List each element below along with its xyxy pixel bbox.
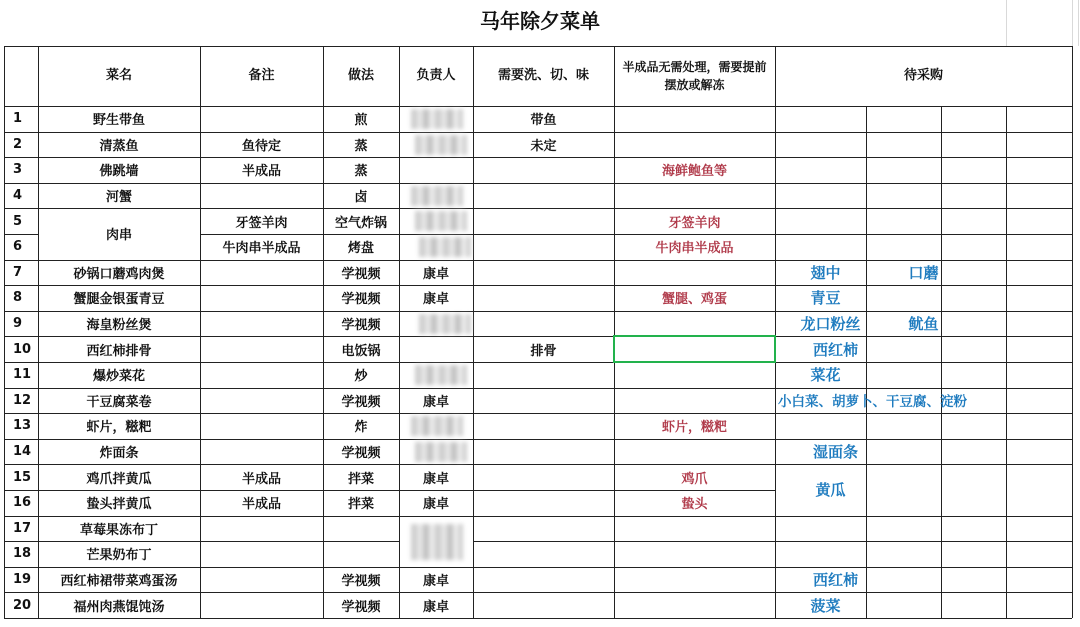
purchase-item[interactable]: 口蘑 bbox=[908, 263, 939, 282]
row-divider bbox=[473, 541, 1072, 542]
table-right-border bbox=[1072, 46, 1073, 618]
method-cell[interactable]: 电饭锅 bbox=[341, 343, 381, 359]
owner-cell[interactable]: 康卓 bbox=[422, 574, 449, 590]
dish-name[interactable]: 福州肉燕馄饨汤 bbox=[73, 599, 165, 615]
redacted-owner bbox=[415, 442, 467, 462]
column-divider bbox=[399, 46, 400, 618]
semi-finished-cell[interactable]: 虾片，糍粑 bbox=[661, 420, 727, 436]
prep-cell[interactable]: 带鱼 bbox=[530, 113, 557, 129]
method-cell[interactable]: 学视频 bbox=[341, 394, 381, 410]
row-number[interactable]: 6 bbox=[13, 239, 23, 255]
purchase-item[interactable]: 鱿鱼 bbox=[908, 315, 939, 334]
semi-finished-cell[interactable]: 蟹腿、鸡蛋 bbox=[661, 292, 727, 308]
owner-cell[interactable]: 康卓 bbox=[422, 471, 449, 487]
method-cell[interactable]: 学视频 bbox=[341, 574, 381, 590]
redacted-owner bbox=[415, 135, 467, 155]
header-owner[interactable]: 负责人 bbox=[416, 68, 456, 83]
row-number[interactable]: 8 bbox=[13, 290, 23, 306]
sheet-title: 马年除夕菜单 bbox=[480, 9, 600, 33]
redacted-owner bbox=[419, 237, 471, 257]
dish-name[interactable]: 爆炒菜花 bbox=[92, 369, 145, 385]
row-number[interactable]: 5 bbox=[13, 213, 23, 229]
note-cell[interactable]: 牙签羊肉 bbox=[235, 215, 288, 231]
sheet-gridline bbox=[1006, 0, 1007, 46]
dish-name-merged[interactable]: 肉串 bbox=[105, 228, 132, 244]
purchase-subcolumn-divider bbox=[941, 106, 942, 618]
purchase-merged[interactable]: 黄瓜 bbox=[815, 481, 846, 500]
purchase-item[interactable]: 西红柿 bbox=[812, 571, 858, 590]
method-cell[interactable]: 学视频 bbox=[341, 266, 381, 282]
method-cell[interactable]: 蒸 bbox=[354, 164, 368, 180]
redacted-owner bbox=[411, 186, 463, 206]
row-number[interactable]: 7 bbox=[13, 264, 23, 280]
row-number[interactable]: 13 bbox=[13, 418, 32, 434]
row-number[interactable]: 2 bbox=[13, 136, 23, 152]
method-cell[interactable]: 空气炸锅 bbox=[334, 215, 387, 231]
owner-cell[interactable]: 康卓 bbox=[422, 497, 449, 513]
owner-cell[interactable]: 康卓 bbox=[422, 292, 449, 308]
dish-name[interactable]: 芒果奶布丁 bbox=[86, 548, 152, 564]
note-cell[interactable]: 鱼待定 bbox=[241, 138, 281, 154]
row-number[interactable]: 17 bbox=[13, 520, 32, 536]
method-cell[interactable]: 烤盘 bbox=[347, 241, 374, 257]
semi-finished-cell[interactable]: 牛肉串半成品 bbox=[655, 241, 734, 257]
prep-cell[interactable]: 未定 bbox=[530, 138, 557, 154]
method-cell[interactable]: 炸 bbox=[354, 420, 368, 436]
header-note[interactable]: 备注 bbox=[248, 68, 275, 83]
dish-name[interactable]: 炸面条 bbox=[99, 446, 139, 462]
note-cell[interactable]: 半成品 bbox=[241, 471, 281, 487]
dish-name[interactable]: 海皇粉丝煲 bbox=[86, 318, 152, 334]
method-cell[interactable]: 蒸 bbox=[354, 138, 368, 154]
header-prep[interactable]: 需要洗、切、味 bbox=[497, 68, 589, 83]
row-number[interactable]: 4 bbox=[13, 188, 23, 204]
header-semi[interactable]: 半成品无需处理，需要提前摆放或解冻 bbox=[622, 60, 767, 92]
purchase-item[interactable]: 青豆 bbox=[810, 289, 841, 308]
selected-cell[interactable] bbox=[613, 335, 776, 363]
semi-finished-cell[interactable]: 鸡爪 bbox=[681, 471, 708, 487]
method-cell[interactable]: 学视频 bbox=[341, 292, 381, 308]
redacted-owner bbox=[411, 416, 463, 436]
note-cell[interactable]: 半成品 bbox=[241, 497, 281, 513]
dish-name[interactable]: 砂锅口蘑鸡肉煲 bbox=[73, 266, 165, 282]
row-number[interactable]: 12 bbox=[13, 392, 32, 408]
dish-name[interactable]: 蟹腿金银蛋青豆 bbox=[73, 292, 165, 308]
purchase-item[interactable]: 西红柿 bbox=[812, 340, 858, 359]
row-number[interactable]: 20 bbox=[13, 597, 32, 613]
dish-name[interactable]: 西红柿排骨 bbox=[86, 343, 152, 359]
method-cell[interactable]: 学视频 bbox=[341, 446, 381, 462]
dish-name[interactable]: 西红柿裙带菜鸡蛋汤 bbox=[60, 574, 178, 590]
purchase-item[interactable]: 湿面条 bbox=[812, 443, 858, 462]
semi-finished-cell[interactable]: 海鲜鲍鱼等 bbox=[661, 164, 727, 180]
redacted-owner bbox=[415, 365, 467, 385]
dish-name[interactable]: 草莓果冻布丁 bbox=[79, 522, 158, 538]
redacted-owner bbox=[411, 109, 463, 129]
method-cell[interactable]: 学视频 bbox=[341, 599, 381, 615]
method-cell[interactable]: 学视频 bbox=[341, 318, 381, 334]
owner-cell[interactable]: 康卓 bbox=[422, 266, 449, 282]
purchase-item[interactable]: 菠菜 bbox=[810, 596, 841, 615]
row-number[interactable]: 15 bbox=[13, 469, 32, 485]
row-number[interactable]: 9 bbox=[13, 316, 23, 332]
header-dish[interactable]: 菜名 bbox=[105, 68, 132, 83]
row-number[interactable]: 1 bbox=[13, 111, 23, 127]
method-cell[interactable]: 拌菜 bbox=[347, 497, 374, 513]
note-cell[interactable]: 半成品 bbox=[241, 164, 281, 180]
dish-name[interactable]: 佛跳墙 bbox=[99, 164, 139, 180]
purchase-item[interactable]: 翅中 bbox=[810, 263, 841, 282]
row-number[interactable]: 3 bbox=[13, 162, 23, 178]
row-number[interactable]: 16 bbox=[13, 495, 32, 511]
header-purchase[interactable]: 待采购 bbox=[903, 68, 943, 83]
dish-name[interactable]: 鸡爪拌黄瓜 bbox=[86, 471, 152, 487]
dish-name[interactable]: 干豆腐菜卷 bbox=[86, 394, 152, 410]
method-cell[interactable]: 炒 bbox=[354, 369, 368, 385]
semi-finished-cell[interactable]: 牙签羊肉 bbox=[668, 215, 721, 231]
dish-name[interactable]: 蛰头拌黄瓜 bbox=[86, 497, 152, 513]
header-method[interactable]: 做法 bbox=[347, 68, 374, 83]
dish-name[interactable]: 野生带鱼 bbox=[92, 113, 145, 129]
sheet-gridline bbox=[1072, 0, 1073, 46]
row-number[interactable]: 10 bbox=[13, 341, 32, 357]
owner-cell[interactable]: 康卓 bbox=[422, 599, 449, 615]
purchase-item[interactable]: 小白菜、胡萝卜、干豆腐、淀粉 bbox=[778, 394, 967, 411]
column-divider bbox=[614, 46, 615, 618]
semi-finished-cell[interactable]: 蛰头 bbox=[681, 497, 708, 513]
method-cell[interactable]: 拌菜 bbox=[347, 471, 374, 487]
sheet-gridline bbox=[1078, 0, 1079, 46]
row-number[interactable]: 14 bbox=[13, 444, 32, 460]
owner-cell[interactable]: 康卓 bbox=[422, 394, 449, 410]
dish-name[interactable]: 清蒸鱼 bbox=[99, 138, 139, 154]
purchase-item[interactable]: 龙口粉丝 bbox=[800, 315, 861, 334]
row-number[interactable]: 18 bbox=[13, 546, 32, 562]
prep-cell[interactable]: 排骨 bbox=[530, 343, 557, 359]
purchase-item[interactable]: 菜花 bbox=[810, 366, 841, 385]
row-divider bbox=[4, 618, 1072, 619]
method-cell[interactable]: 卤 bbox=[354, 190, 368, 206]
method-cell[interactable]: 煎 bbox=[354, 113, 368, 129]
row-number[interactable]: 11 bbox=[13, 367, 32, 383]
row-number[interactable]: 19 bbox=[13, 572, 32, 588]
redacted-owner bbox=[415, 211, 467, 231]
purchase-subcolumn-divider bbox=[1006, 106, 1007, 618]
redacted-owner bbox=[411, 524, 463, 560]
note-cell[interactable]: 牛肉串半成品 bbox=[222, 241, 301, 257]
redacted-owner bbox=[419, 314, 471, 334]
dish-name[interactable]: 虾片，糍粑 bbox=[86, 420, 152, 436]
dish-name[interactable]: 河蟹 bbox=[105, 190, 132, 206]
